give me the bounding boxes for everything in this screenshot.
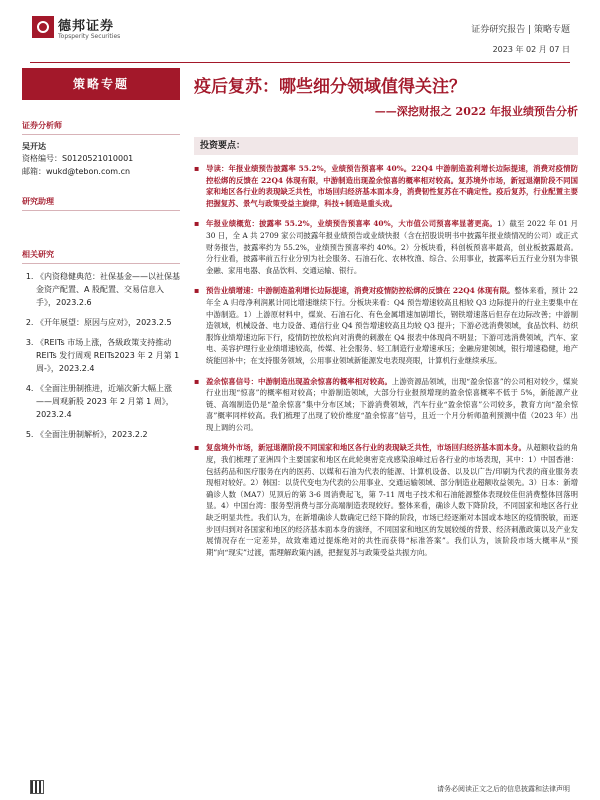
related-item[interactable]: 3. 《REITs 市场上涨，各級政策支持推动 REITs 发行周观 REITs2023 年 2 月第 1 周-》，2023.2.4 <box>36 336 180 375</box>
bullet-lead: 复盘境外市场，新冠退潮阶段不同国家和地区各行业的表现缺乏共性，市场回归经济基本面本身。 <box>206 443 526 453</box>
footer-disclaimer: 请务必阅读正文之后的信息披露和法律声明 <box>437 785 570 793</box>
bullet-lead: 导读：年报业绩预告披露率 55.2%，业绩预告预喜率 40%。22Q4 中游制造盈利增长边际提速，消费对疫情防控松绑的反馈在 22Q4 体现有限，中游制造出现盈余惊喜的概率相对较高。复苏境外市场，新冠退潮阶段不同国家和地区各行业的表现缺乏共性，市场回归经济基本面本身，消费韧性复苏在不确定性。疫后复苏，行业配置主要把握复苏、景气与政策受益主旋律，科技+制造是重头戏。 <box>206 164 578 208</box>
summary-bullets <box>194 163 578 558</box>
sidebar <box>22 68 180 448</box>
sidebar-divider <box>22 134 180 135</box>
analyst-cert: 资格编号：S0120521010001 <box>22 154 134 163</box>
company-logo-icon <box>32 16 54 38</box>
page-header <box>0 0 600 62</box>
bullet-body: 整体来看，预计 22 年全 A 归母净利润累计同比增速继续下行。分板块来看：Q4 预告增速较高且相较 Q3 边际提升的行业主要集中在中游制造。1）上游原材料中，煤炭、石油石化、有色金属增速加剧增长，钢铁增速落后但存在边际改善；中游制造领域，机械设备、电力设备、通信行业 Q4 预告增速较高且均较 Q3 提升；下游必选消费领域，食品饮料、纺织服饰业绩增速边际下行，疫情防控放松向对消费的刺激在 Q4 报表中体现尚不明显；下游可选消费领域，汽车、家电、美容护理行业业绩增速较高，传媒、社会服务、轻工制造行业增速承压；金融房建领域，银行增速稳健，地产统能回补中；在支持服务领域，公用事业领域新能源发电表现亮眼，计算机行业继续承压。 <box>206 286 579 365</box>
related-item[interactable]: 2. 《开年展望：原因与应对》，2023.2.5 <box>36 316 180 329</box>
related-heading: 相关研究 <box>22 250 54 259</box>
bullet-lead: 年报业绩概览：披露率 55.2%，业绩预告预喜率 40%，大市值公司预喜率显著更高。 <box>206 219 497 229</box>
logo-text-cn: 德邦证券 <box>58 19 115 34</box>
page-footer <box>0 776 600 800</box>
report-type: 证券研究报告 | 策略专题 <box>471 25 570 35</box>
report-subtitle: ——深挖财报之 2022 年报业绩预告分析 <box>374 105 578 118</box>
header-divider <box>30 62 570 63</box>
summary-bullet <box>194 376 578 434</box>
main-content <box>194 72 578 567</box>
summary-bullet <box>194 442 578 558</box>
related-list <box>22 270 180 441</box>
report-title: 疫后复苏：哪些细分领域值得关注？ <box>194 77 466 97</box>
assistant-heading: 研究助理 <box>22 197 54 206</box>
sidebar-divider <box>22 263 180 264</box>
strategy-label: 策略专题 <box>22 68 180 100</box>
related-item[interactable]: 1. 《内资稳健典范：社保基金——以社保基金资产配置、A 股配置、交易信息入手》，2023.2.6 <box>36 270 180 309</box>
related-item[interactable]: 5. 《全面注册制解析》，2023.2.2 <box>36 428 180 441</box>
qr-code-icon <box>30 780 44 794</box>
bullet-body: 从超额收益的角度，我们梳理了亚洲四个主要国家和地区在此轮奥密克戎感染浪峰过后各行业的市场表现，其中：1）中国香港：包括药品和医疗服务在内的医药、以媒和石油为代表的能源、计算机设备、以及以广告/印刷为代表的商业服务表现相对较好。2）韩国：以货代变电为代表的公用事业、交通运输领域、部分制造业超额收益领先。3）日本：新增确诊人数（MA7）见顶后的第 3-6 周消费起飞，第 7-11 周电子技术和石油能源整体表现较佳但消费整体回落明显。4）中国台湾：服务型消费与部分高端制造表现较好。整体来看，确诊人数下降阶段，不同国家和地区各行业缺乏明显共性。我们认为，在新增确诊人数确定已经下降的阶段，市场已经逐渐对本国或本地区的疫情脱敏，而逐步回归到对各国家和地区的经济基本面本身的演绎，不同国家和地区的发展较缓的背景、经济刺激政策以及产业发展情况存在一定差异，故致难通过提炼绝对的共性而获得“标准答案”。我们认为，该阶段市场大概率从“预期”向“现实”过渡，需理解政策内涵，把握复苏与政策受益共振方向。 <box>206 443 578 557</box>
bullet-body: 1）截至 2022 年 01 月 30 日，全 A 共 2709 家公司披露年报业绩预告或业绩快报（含在招股说明书中披露年报业绩情况的公司）或正式财务报告，披露率约为 55.2%，业绩预告预喜率约 40%。2）分板块看，科创板预喜率最高，创业板披露最高。分行业看，披露率前五行业分别为社会服务、石油石化、农林牧渔、综合、公用事业，披露率后五行业分别为非银金融、家用电器、食品饮料、交通运输、银行。 <box>206 219 578 275</box>
bullet-lead: 预告业绩增速：中游制造盈利增长边际提速，消费对疫情防控松绑的反馈在 22Q4 体现有限。 <box>206 286 515 296</box>
summary-bullet <box>194 218 578 276</box>
logo-text-en: Topsperity Securities <box>58 33 121 40</box>
summary-bullet <box>194 285 578 366</box>
analyst-heading: 证券分析师 <box>22 121 62 130</box>
bullet-body: 上游资源品领域，出现“盈余惊喜”的公司相对较少，煤炭行业出现“惊喜”的概率相对较高；中游制造领域，大部分行业报预增现的盈余惊喜概率不低于 5%，新能源产业链、高端制造仍是“盈余惊喜”集中分布区域；下游消费领域，汽车行业“盈余惊喜”公司较多，教育方向“盈余惊喜”概率同样较高。我们梳理了出现了较价维度“盈余惊喜”信号，且近一个月分析师盈利预测中值（2023 年）出现上调的公司。 <box>206 376 578 432</box>
report-date: 2023 年 02 月 07 日 <box>492 45 570 54</box>
analyst-name: 吴开达 <box>22 142 46 151</box>
bullet-lead: 盈余惊喜信号：中游制造出现盈余惊喜的概率相对较高。 <box>206 376 392 386</box>
related-item[interactable]: 4. 《全面注册制推进，近端次新大幅上涨——周观新股 2023 年 2 月第 1 周》，2023.2.4 <box>36 382 180 421</box>
summary-heading: 投资要点： <box>194 137 578 155</box>
analyst-email[interactable]: 邮箱：wukd@tebon.com.cn <box>22 167 131 176</box>
summary-bullet <box>194 163 578 209</box>
sidebar-divider <box>22 210 180 211</box>
